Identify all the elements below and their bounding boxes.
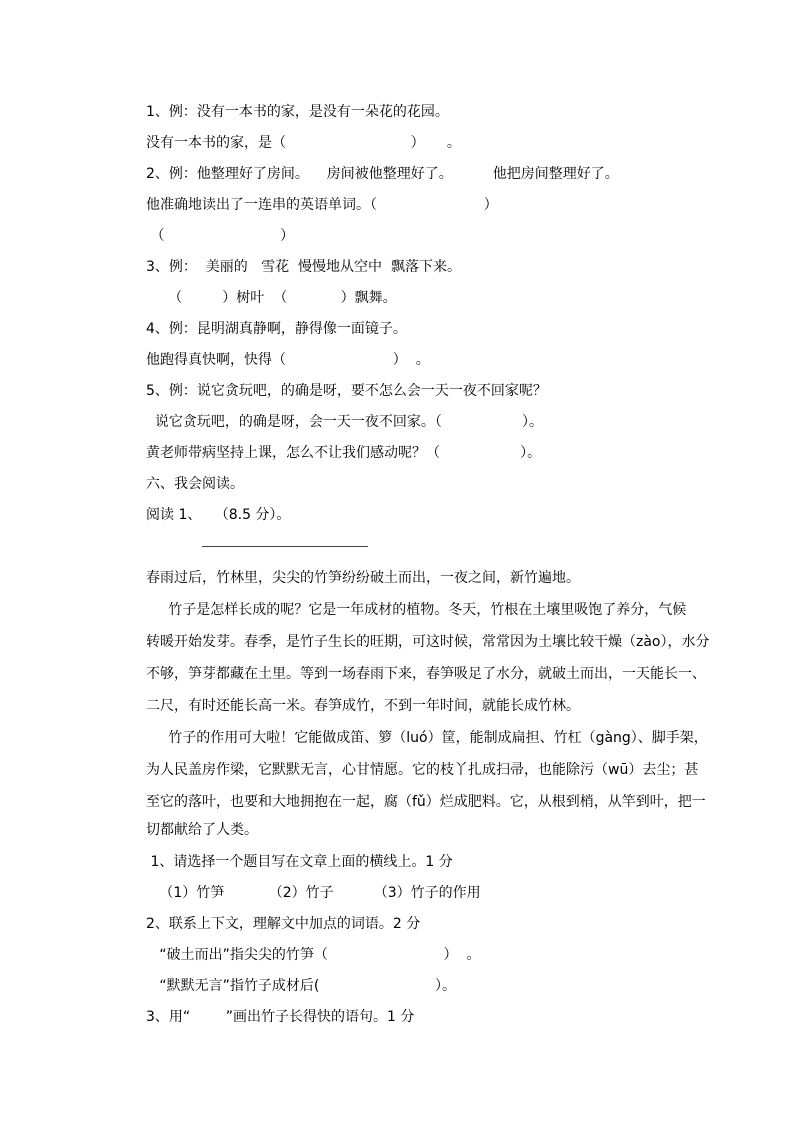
line-3: 2、例：他整理好了房间。 房间被他整理好了。 他把房间整理好了。 [146, 166, 619, 182]
line-7: （ ）树叶 （ ）飘舞。 [146, 290, 397, 306]
passage-line-2: 竹子是怎样长成的呢？它是一年成材的植物。冬天，竹根在土壤里吸饱了养分，气候 [146, 602, 687, 618]
section-heading: 六、我会阅读。 [146, 476, 244, 492]
line-8: 4、例：昆明湖真静啊，静得像一面镜子。 [146, 321, 407, 337]
line-11: 说它贪玩吧，的确是呀，会一天一夜不回家。（ ）。 [146, 414, 544, 430]
reading-title: 阅读 1、 （8.5 分）。 [146, 507, 291, 523]
passage-line-9: 切都献给了人类。 [146, 822, 258, 838]
passage-line-1: 春雨过后，竹林里，尖尖的竹笋纷纷破土而出，一夜之间，新竹遍地。 [146, 570, 580, 586]
passage-line-7: 为人民盖房作梁，它默默无言，心甘情愿。它的枝丫扎成扫帚，也能除污（wū）去尘；甚 [146, 762, 699, 778]
passage-line-4: 不够，笋芽都藏在土里。等到一场春雨下来，春笋吸足了水分，就破土而出，一天能长一、 [146, 666, 706, 682]
question-2-item-2: “默默无言”指竹子成材后( ）。 [146, 978, 457, 994]
line-2: 没有一本书的家，是（ ） 。 [146, 135, 461, 151]
question-3: 3、用“ ”画出竹子长得快的语句。1 分 [146, 1009, 415, 1025]
question-1-options: （1）竹笋 （2）竹子 （3）竹子的作用 [146, 885, 481, 901]
title-blank-line [202, 546, 368, 547]
question-1: 1、请选择一个题目写在文章上面的横线上。1 分 [146, 854, 453, 870]
line-1: 1、例：没有一本书的家，是没有一朵花的花园。 [146, 104, 449, 120]
question-2: 2、联系上下文，理解文中加点的词语。2 分 [146, 916, 421, 932]
passage-line-6: 竹子的作用可大啦！它能做成笛、箩（luó）筐，能制成扁担、竹杠（gàng）、脚手架， [146, 730, 708, 746]
question-2-item-1: “破土而出”指尖尖的竹笋（ ） 。 [146, 947, 481, 963]
passage-line-5: 二尺，有时还能长高一米。春笋成竹，不到一年时间，就能长成竹林。 [146, 698, 580, 714]
line-9: 他跑得真快啊，快得（ ） 。 [146, 352, 430, 368]
passage-line-8: 至它的落叶，也要和大地拥抱在一起，腐（fǔ）烂成肥料。它，从根到梢，从竿到叶，把一 [146, 794, 706, 810]
line-6: 3、例： 美丽的 雪花 慢慢地从空中 飘落下来。 [146, 259, 461, 275]
passage-line-3: 转暖开始发芽。春季，是竹子生长的旺期，可这时候，常常因为土壤比较干燥（zào），水分 [146, 634, 710, 650]
line-4: 他准确地读出了一连串的英语单词。（ ） [146, 197, 498, 213]
line-10: 5、例：说它贪玩吧，的确是呀，要不怎么会一天一夜不回家呢？ [146, 383, 547, 399]
line-5: （ ） [146, 228, 295, 244]
line-12: 黄老师带病坚持上课，怎么不让我们感动呢？（ ）。 [146, 445, 542, 461]
